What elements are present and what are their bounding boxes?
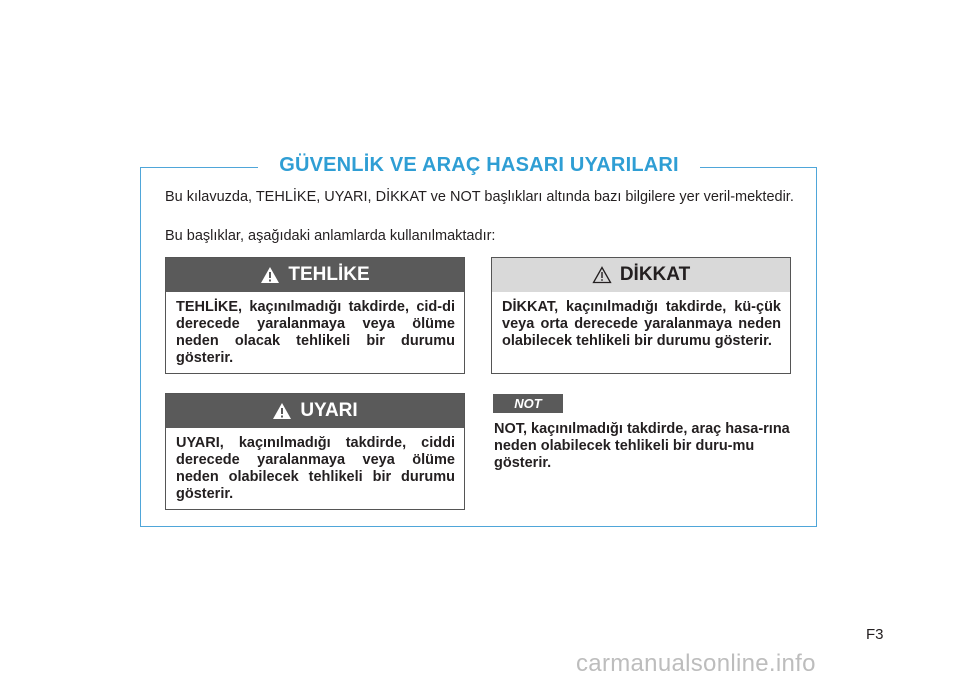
caution-heading: DİKKAT — [619, 264, 691, 285]
section-title: GÜVENLİK VE ARAÇ HASARI UYARILARI — [258, 150, 700, 180]
danger-heading: TEHLİKE — [288, 264, 370, 285]
warning-triangle-icon — [260, 266, 280, 284]
danger-box — [165, 257, 465, 374]
warning-heading: UYARI — [300, 400, 358, 421]
note-badge: NOT — [493, 394, 563, 413]
caution-box — [491, 257, 791, 374]
warning-header — [166, 394, 464, 428]
warning-triangle-outline-icon — [592, 266, 612, 284]
note-text: NOT, kaçınılmadığı takdirde, araç hasa-rına neden olabilecek tehlikeli bir duru-mu gösterir. — [494, 421, 790, 471]
intro-paragraph-2: Bu başlıklar, aşağıdaki anlamlarda kullanılmaktadır: — [165, 228, 496, 244]
caution-header — [492, 258, 790, 292]
danger-text: TEHLİKE, kaçınılmadığı takdirde, cid-di derecede yaralanmaya veya ölüme neden olacak tehlikeli bir durumu gösterir. — [176, 299, 455, 366]
warning-text: UYARI, kaçınılmadığı takdirde, ciddi derecede yaralanmaya veya ölüme neden olabilecek tehlikeli bir durumu gösterir. — [176, 435, 455, 502]
page-number: F3 — [866, 626, 884, 643]
warning-box — [165, 393, 465, 510]
watermark: carmanualsonline.info — [576, 650, 816, 677]
caution-text: DİKKAT, kaçınılmadığı takdirde, kü-çük veya orta derecede yaralanmaya neden olabilecek tehlikeli bir durumu gösterir. — [502, 299, 781, 349]
danger-header — [166, 258, 464, 292]
warning-triangle-icon — [272, 402, 292, 420]
intro-paragraph: Bu kılavuzda, TEHLİKE, UYARI, DİKKAT ve NOT başlıkları altında bazı bilgilere yer veril-mektedir. — [165, 189, 794, 205]
